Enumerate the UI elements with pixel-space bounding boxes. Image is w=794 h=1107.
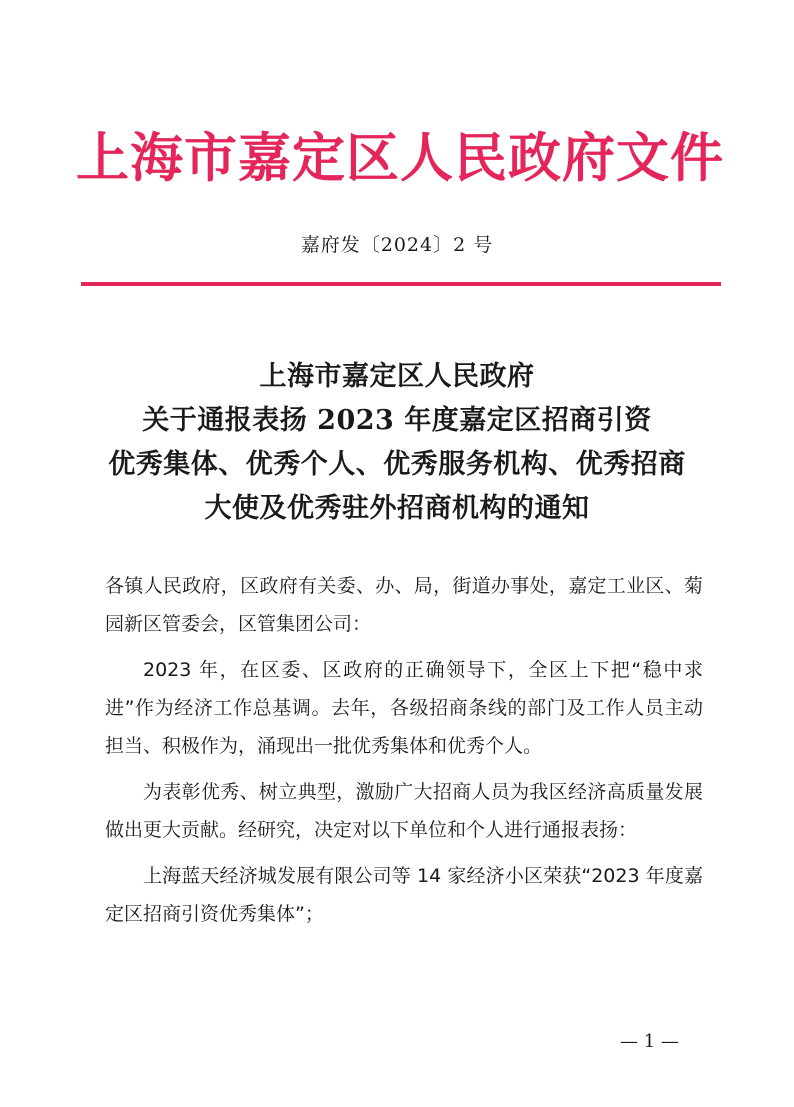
body-paragraph: 为表彰优秀、树立典型，激励广大招商人员为我区经济高质量发展做出更大贡献。经研究，决定对以下单位和个人进行通报表扬： bbox=[105, 781, 703, 841]
notice-title-line: 关于通报表扬 2023 年度嘉定区招商引资 bbox=[142, 405, 652, 436]
body-paragraph: 上海蓝天经济城发展有限公司等 14 家经济小区荣获“2023 年度嘉定区招商引资优秀集体”； bbox=[105, 865, 703, 925]
body-paragraph: 2023 年，在区委、区政府的正确领导下，全区上下把“稳中求进”作为经济工作总基调。去年，各级招商条线的部门及工作人员主动担当、积极作为，涌现出一批优秀集体和优秀个人。 bbox=[105, 659, 703, 757]
page-number: — 1 — bbox=[620, 1031, 679, 1052]
recipients-paragraph: 各镇人民政府，区政府有关委、办、局，街道办事处，嘉定工业区、菊园新区管委会，区管集团公司： bbox=[105, 575, 703, 635]
notice-title-line: 大使及优秀驻外招商机构的通知 bbox=[204, 493, 590, 524]
notice-title bbox=[60, 355, 734, 531]
notice-title-line: 上海市嘉定区人民政府 bbox=[259, 361, 535, 392]
notice-title-line: 优秀集体、优秀个人、优秀服务机构、优秀招商 bbox=[108, 449, 686, 480]
notice-body bbox=[105, 567, 703, 941]
issuer-header-title: 上海市嘉定区人民政府文件 bbox=[76, 127, 724, 189]
document-number: 嘉府发〔2024〕2 号 bbox=[300, 234, 494, 256]
red-separator-line bbox=[81, 282, 721, 286]
